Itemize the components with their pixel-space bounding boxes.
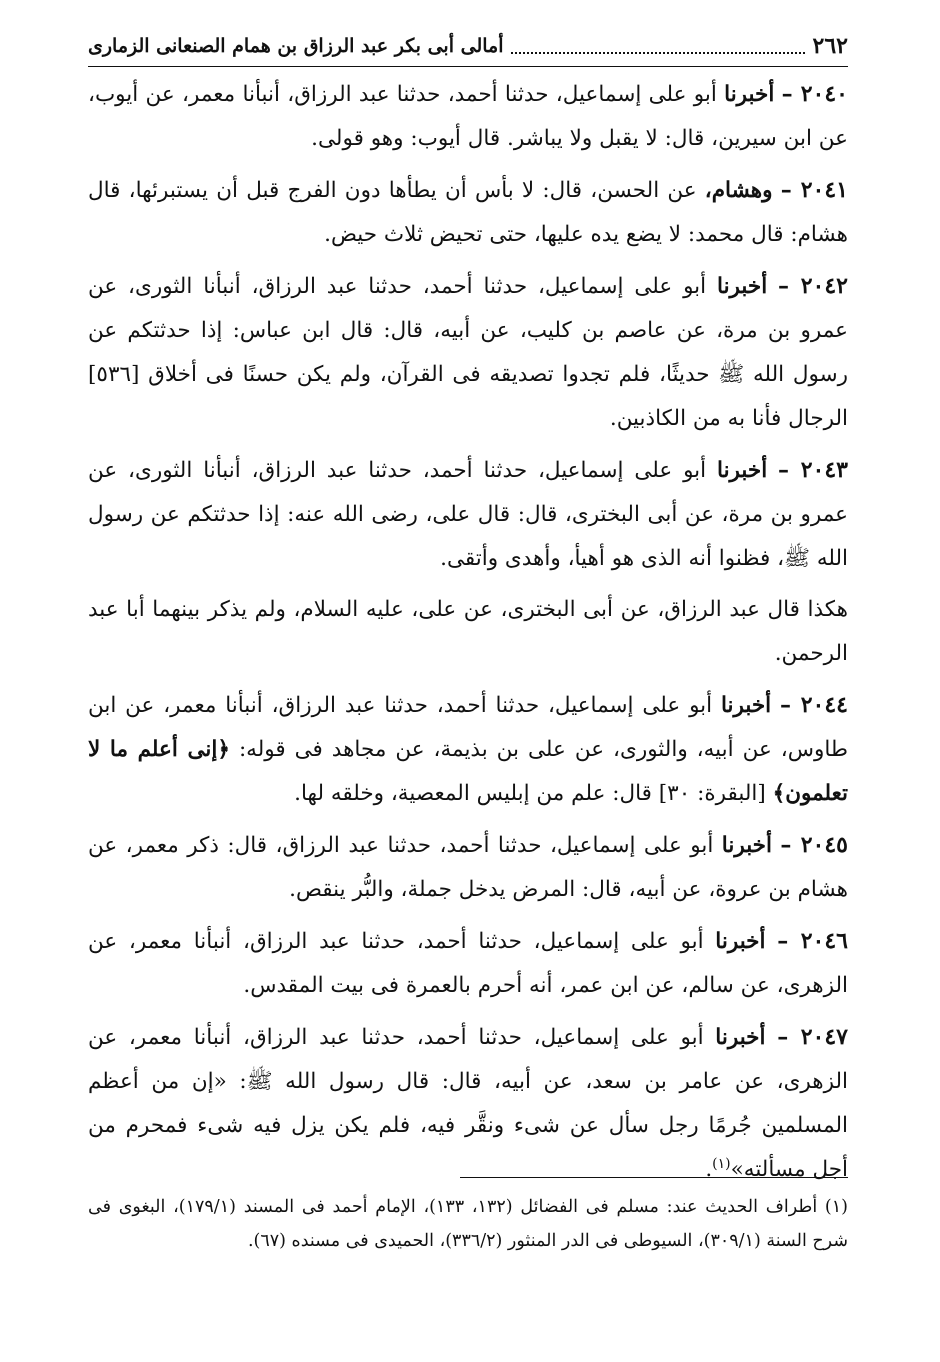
footnote-divider: [460, 1177, 848, 1178]
hadith-text: أبو على إسماعيل، حدثنا أحمد، حدثنا عبد الرزاق، قال: ذكر معمر، عن هشام بن عروة، عن أبيه، قال: المرض يدخل جملة، والبُّر ينقص.: [88, 833, 848, 902]
hadith-number: ٢٠٤٢ –: [778, 273, 848, 299]
hadith-number: ٢٠٤٧ –: [777, 1024, 848, 1050]
hadith-number: ٢٠٤٦ –: [777, 928, 848, 954]
page-number: ٢٦٢: [812, 33, 848, 59]
hadith-lead: أخبرنا: [717, 274, 768, 299]
hadith-number: ٢٠٤٤ –: [780, 692, 848, 718]
hadith-2047: [88, 1015, 848, 1192]
footnotes: [88, 1190, 848, 1258]
hadith-lead: أخبرنا: [715, 1025, 766, 1050]
hadith-text: أبو على إسماعيل، حدثنا أحمد، حدثنا عبد الرزاق، أنبأنا معمر، عن أيوب، عن ابن سيرين، قال: لا يقبل ولا يباشر. قال أيوب: وهو قولى.: [88, 82, 848, 151]
hadith-text: أبو على إسماعيل، حدثنا أحمد، حدثنا عبد الرزاق، أنبأنا الثورى، عن عمرو بن مرة، عن أبى البخترى، قال: قال على، رضى الله عنه: إذا حدثتكم عن رسول الله ﷺ، فظنوا أنه الذى هو أهيأ، وأهدى وأتقى.: [88, 458, 848, 571]
main-text: [88, 72, 848, 1199]
header-dot-leader: [511, 38, 804, 54]
hadith-2040: [88, 72, 848, 161]
hadith-2043: [88, 448, 848, 581]
hadith-text: عن الحسن، قال: لا بأس أن يطأها دون الفرج قبل أن يستبرئها، قال هشام: قال محمد: لا يضع يده عليها، حتى تحيض ثلاث حيض.: [88, 178, 848, 247]
hadith-text-end: .: [705, 1157, 713, 1182]
hadith-lead: أخبرنا: [715, 929, 766, 954]
hadith-number: ٢٠٤٣ –: [778, 457, 848, 483]
hadith-number: ٢٠٤١ –: [780, 177, 848, 203]
hadith-number: ٢٠٤٥ –: [780, 832, 848, 858]
hadith-number: ٢٠٤٠ –: [781, 81, 848, 107]
editor-note: [88, 588, 848, 676]
hadith-lead: أخبرنا: [721, 833, 772, 858]
hadith-2045: [88, 823, 848, 912]
hadith-lead: أخبرنا: [717, 458, 768, 483]
hadith-text: أبو على إسماعيل، حدثنا أحمد، حدثنا عبد الرزاق، أنبأنا معمر، عن الزهرى، عن عامر بن سعد، عن أبيه، قال: قال رسول الله ﷺ: «إن من أعظم المسلمين جُرمًا رجل سأل عن شىء ونقَّر فيه، فلم يكن يزل فيه شىء فمحرم من أجل مسألته»: [88, 1025, 848, 1182]
quran-verse: ﴿إنى أعلم ما لا تعلمون﴾: [88, 737, 848, 806]
hadith-2046: [88, 919, 848, 1008]
book-title: أمالى أبى بكر عبد الرزاق بن همام الصنعانى الزمارى: [88, 35, 504, 57]
hadith-text: أبو على إسماعيل، حدثنا أحمد، حدثنا عبد الرزاق، أنبأنا الثورى، عن عمرو بن مرة، عن عاصم بن كليب، عن أبيه، قال: قال ابن عباس: إذا حدثتكم عن رسول الله ﷺ حديثًا، فلم تجدوا تصديقه فى القرآن، ولم يكن حسنًا فى أخلاق [٥٣٦] الرجال فأنا به من الكاذبين.: [88, 274, 848, 431]
hadith-lead: وهشام،: [704, 178, 773, 203]
hadith-2041: [88, 168, 848, 257]
footnote-reference[interactable]: (١): [712, 1155, 731, 1172]
hadith-text: أبو على إسماعيل، حدثنا أحمد، حدثنا عبد الرزاق، أنبأنا معمر، عن الزهرى، عن سالم، عن ابن عمر، أنه أحرم بالعمرة فى بيت المقدس.: [88, 929, 848, 998]
footnote-1: (١) أطراف الحديث عند: مسلم فى الفضائل (١٣٢، ١٣٣)، الإمام أحمد فى المسند (١٧٩/١)، البغوى فى شرح السنة (٣٠٩/١)، السيوطى فى الدر المنثور (٣٣٦/٢)، الحميدى فى مسنده (٦٧).: [88, 1197, 848, 1251]
hadith-lead: أخبرنا: [724, 82, 775, 107]
running-header: [88, 26, 848, 67]
hadith-text: أبو على إسماعيل، حدثنا أحمد، حدثنا عبد الرزاق، أنبأنا معمر، عن ابن طاوس، عن أبيه، والثورى، عن على بن بذيمة، عن مجاهد فى قوله:: [88, 693, 848, 762]
hadith-2044: [88, 683, 848, 816]
note-text: هكذا قال عبد الرزاق، عن أبى البخترى، عن على، عليه السلام، ولم يذكر بينهما أبا عبد الرحمن.: [88, 597, 848, 666]
hadith-2042: [88, 264, 848, 441]
hadith-lead: أخبرنا: [721, 693, 772, 718]
hadith-text-end: [البقرة: ٣٠] قال: علم من إبليس المعصية، وخلقه لها.: [294, 781, 773, 806]
